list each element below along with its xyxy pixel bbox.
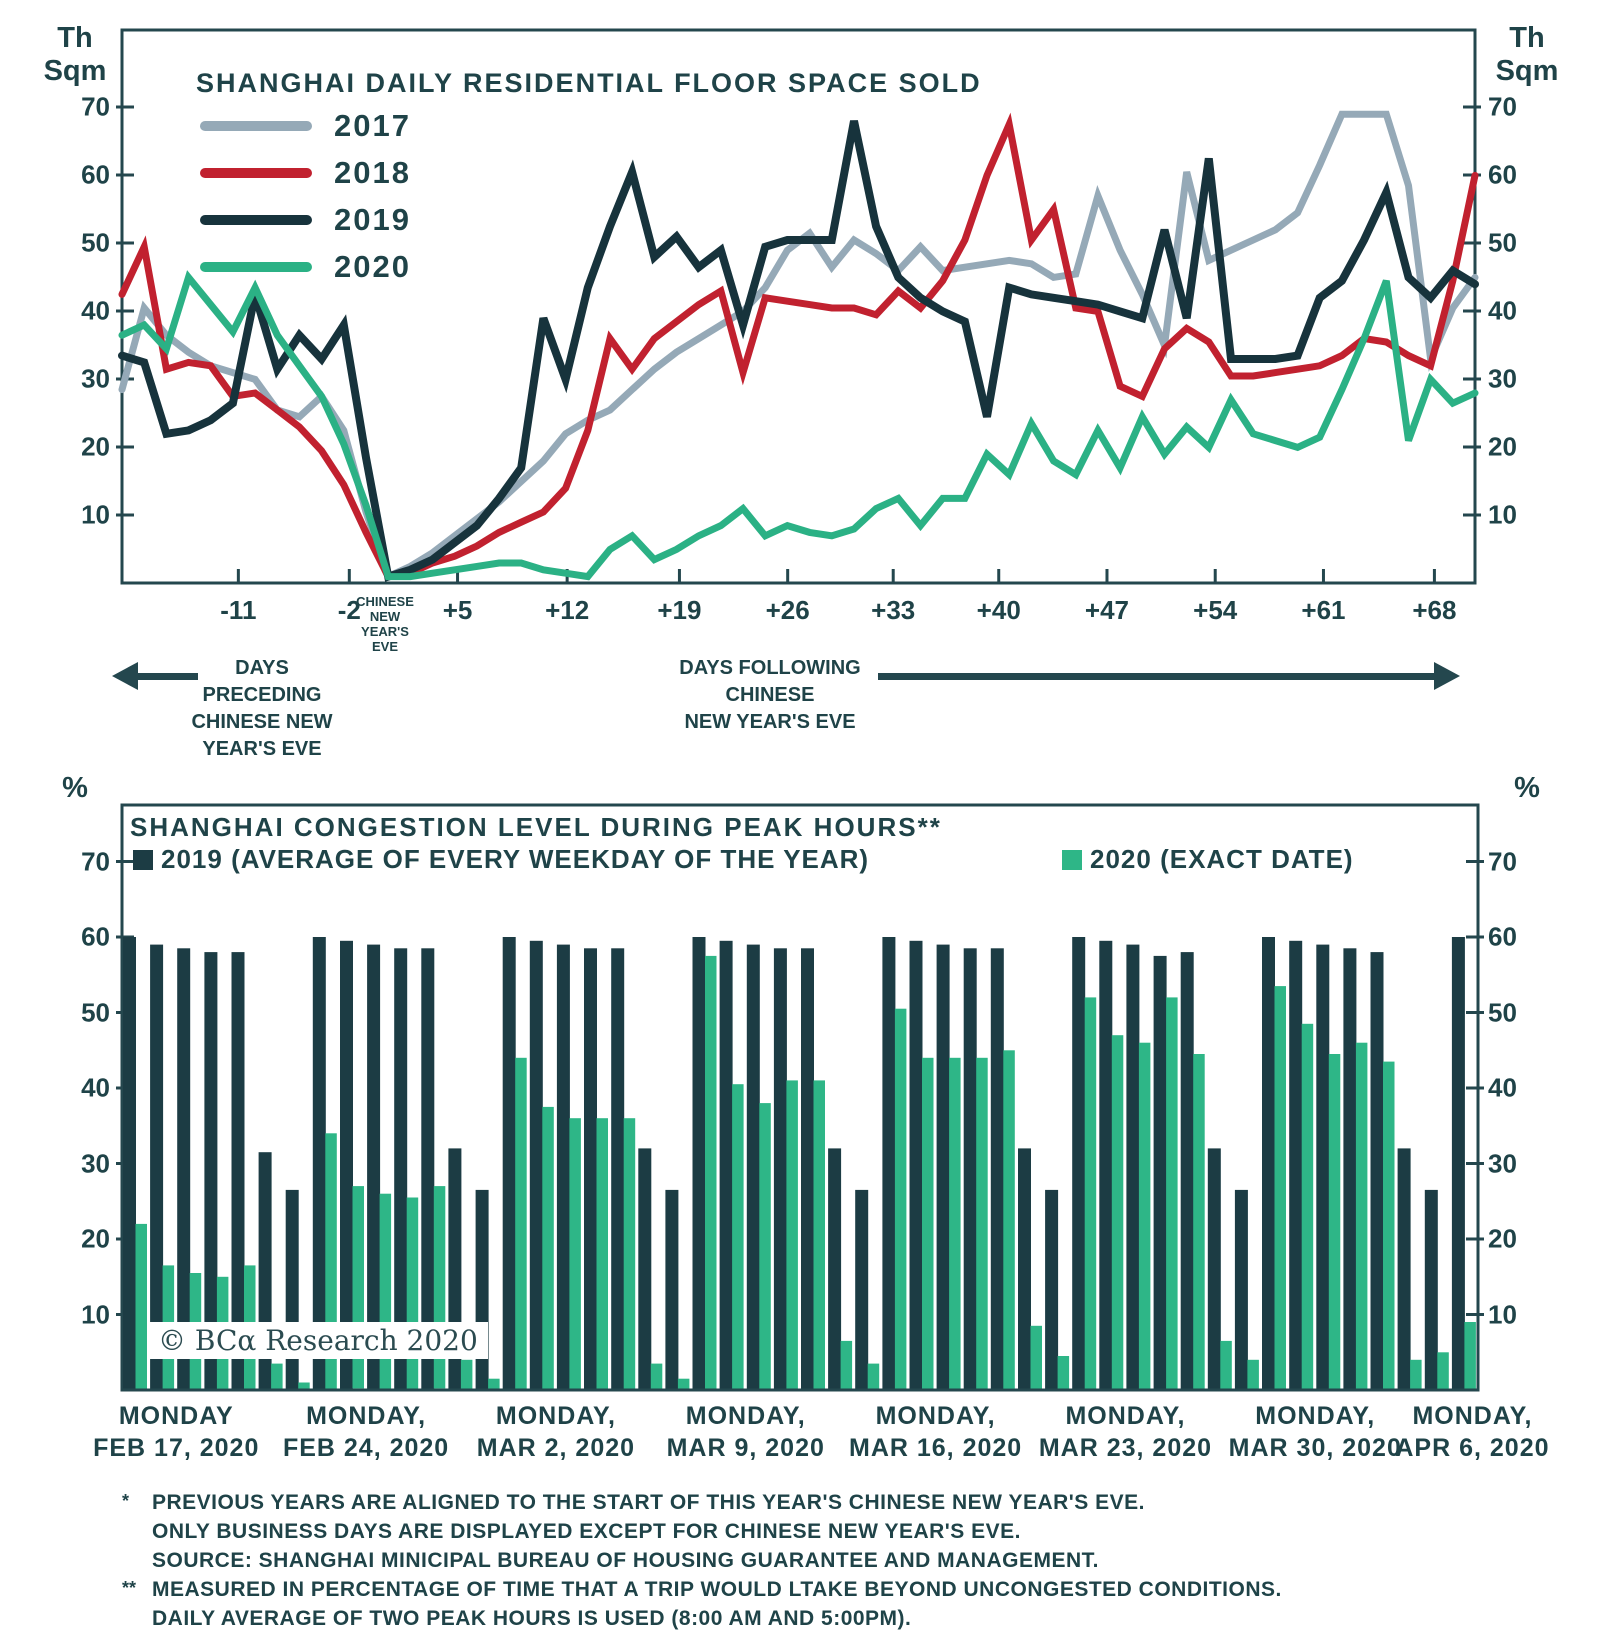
bar-2020 bbox=[922, 1058, 934, 1389]
week-date-label-0: FEB 17, 2020 bbox=[93, 1434, 260, 1462]
bar-2020 bbox=[976, 1058, 988, 1389]
left-arrow-line bbox=[136, 673, 198, 680]
bottom-unit-right: % bbox=[1514, 772, 1540, 804]
bar-2019 bbox=[1045, 1190, 1058, 1389]
residential-line-chart bbox=[0, 0, 1600, 660]
bottom-chart-title: SHANGHAI CONGESTION LEVEL DURING PEAK HOURS** bbox=[130, 812, 942, 842]
bar-2020 bbox=[814, 1080, 826, 1388]
bar-2020 bbox=[1085, 997, 1097, 1388]
bar-2020 bbox=[1275, 986, 1287, 1388]
bar-2019 bbox=[774, 948, 787, 1388]
top-y-label-left-30: 30 bbox=[81, 363, 110, 394]
bottom-y-label-left-70: 70 bbox=[81, 846, 110, 876]
bar-2019 bbox=[1126, 945, 1139, 1389]
footnote-text: DAILY AVERAGE OF TWO PEAK HOURS IS USED (8:00 AM AND 5:00PM). bbox=[152, 1607, 912, 1630]
bar-2019 bbox=[1072, 937, 1085, 1389]
legend-item-2020 bbox=[200, 249, 411, 285]
bar-2019 bbox=[1018, 1148, 1031, 1388]
top-y-label-right-20: 20 bbox=[1488, 431, 1517, 462]
bar-2019 bbox=[937, 945, 950, 1389]
bar-2020 bbox=[542, 1107, 554, 1389]
top-y-label-left-60: 60 bbox=[81, 159, 110, 190]
bar-2020 bbox=[1329, 1054, 1341, 1389]
right-arrow-icon bbox=[1434, 662, 1460, 690]
top-x-label-+5: +5 bbox=[442, 595, 473, 625]
footnotes-block bbox=[122, 1488, 1562, 1633]
bar-2020 bbox=[732, 1084, 744, 1388]
bar-2019 bbox=[1452, 937, 1465, 1389]
bar-2020 bbox=[1031, 1326, 1043, 1389]
bar-2019 bbox=[855, 1190, 868, 1389]
top-x-label-+40: +40 bbox=[976, 595, 1021, 625]
bottom-y-label-left-30: 30 bbox=[81, 1148, 110, 1178]
bar-2019 bbox=[1316, 945, 1329, 1389]
bar-2020 bbox=[488, 1379, 500, 1389]
bar-2019 bbox=[1371, 952, 1384, 1388]
top-x-label-+26: +26 bbox=[765, 595, 810, 625]
top-y-label-left-70: 70 bbox=[81, 91, 110, 122]
week-day-label-0: MONDAY bbox=[118, 1402, 234, 1430]
bar-2019 bbox=[882, 937, 895, 1389]
bottom-y-label-left-20: 20 bbox=[81, 1223, 110, 1254]
bottom-y-label-left-50: 50 bbox=[81, 997, 110, 1027]
bar-2019 bbox=[530, 941, 543, 1389]
bar-2019 bbox=[313, 937, 326, 1389]
bottom-y-label-right-10: 10 bbox=[1488, 1299, 1517, 1329]
bottom-y-label-right-20: 20 bbox=[1488, 1223, 1517, 1254]
bottom-y-label-right-70: 70 bbox=[1488, 846, 1517, 876]
week-date-label-6: MAR 30, 2020 bbox=[1228, 1434, 1402, 1462]
bar-2020 bbox=[1003, 1050, 1015, 1388]
bar-2020 bbox=[461, 1360, 473, 1389]
bar-2019 bbox=[611, 948, 624, 1388]
bottom-y-label-right-50: 50 bbox=[1488, 997, 1517, 1027]
bar-2020 bbox=[1410, 1360, 1422, 1389]
top-x-label-+12: +12 bbox=[545, 595, 590, 625]
week-date-label-1: FEB 24, 2020 bbox=[282, 1434, 450, 1462]
bar-2020 bbox=[298, 1383, 310, 1389]
bar-2019 bbox=[1208, 1148, 1221, 1388]
week-day-label-5: MONDAY, bbox=[1065, 1402, 1186, 1430]
top-y-label-right-30: 30 bbox=[1488, 363, 1517, 394]
bottom-y-label-right-40: 40 bbox=[1488, 1072, 1517, 1103]
top-x-label-+61: +61 bbox=[1301, 595, 1346, 625]
top-x-label-+33: +33 bbox=[871, 595, 916, 625]
footnote-marker bbox=[122, 1546, 152, 1549]
footnote-text: MEASURED IN PERCENTAGE OF TIME THAT A TRIP WOULD LTAKE BEYOND UNCONGESTED CONDITIONS. bbox=[152, 1578, 1282, 1601]
week-day-label-2: MONDAY, bbox=[495, 1402, 616, 1430]
bar-2019 bbox=[1343, 948, 1356, 1388]
bar-2020 bbox=[786, 1080, 798, 1388]
legend-item-2017 bbox=[200, 108, 411, 144]
bar-2019 bbox=[747, 945, 760, 1389]
bottom-y-label-right-30: 30 bbox=[1488, 1148, 1517, 1178]
bar-2020 bbox=[1437, 1352, 1449, 1388]
bar-2020 bbox=[1193, 1054, 1205, 1389]
bottom-y-label-right-60: 60 bbox=[1488, 921, 1517, 952]
bar-2020 bbox=[678, 1379, 690, 1389]
top-y-label-left-10: 10 bbox=[81, 499, 110, 530]
legend-line-2019-swatch bbox=[200, 215, 312, 225]
top-y-label-right-60: 60 bbox=[1488, 159, 1517, 190]
top-chart-title: SHANGHAI DAILY RESIDENTIAL FLOOR SPACE SOLD bbox=[196, 68, 982, 98]
top-y-label-left-40: 40 bbox=[81, 295, 110, 326]
days-following-annotation: DAYS FOLLOWING CHINESE NEW YEAR'S EVE bbox=[679, 657, 861, 733]
footnote-text: ONLY BUSINESS DAYS ARE DISPLAYED EXCEPT FOR CHINESE NEW YEAR'S EVE. bbox=[152, 1520, 1021, 1543]
bar-2019 bbox=[801, 948, 814, 1388]
week-day-label-3: MONDAY, bbox=[685, 1402, 806, 1430]
legend-item-2019 bbox=[200, 202, 411, 238]
bar-2019 bbox=[1235, 1190, 1248, 1389]
footnote-row-2 bbox=[122, 1546, 1562, 1575]
bar-2019 bbox=[964, 948, 977, 1388]
top-x-label-+47: +47 bbox=[1084, 595, 1130, 625]
bar-2020 bbox=[271, 1364, 283, 1389]
bar-2020 bbox=[624, 1118, 636, 1388]
bottom-y-label-left-40: 40 bbox=[81, 1072, 110, 1103]
bar-2020 bbox=[1302, 1024, 1314, 1389]
bar-2020 bbox=[651, 1364, 663, 1389]
top-unit-left: Th Sqm bbox=[43, 22, 107, 87]
left-arrow-icon bbox=[112, 662, 138, 690]
bar-2019 bbox=[910, 941, 923, 1389]
bar-2019 bbox=[503, 937, 516, 1389]
bar-2020 bbox=[949, 1058, 961, 1389]
days-preceding-annotation: DAYS PRECEDING CHINESE NEW YEAR'S EVE bbox=[191, 657, 333, 760]
bar-2019 bbox=[584, 948, 597, 1388]
bar-2020 bbox=[380, 1194, 392, 1389]
bar-2020 bbox=[895, 1009, 907, 1389]
bar-2019 bbox=[665, 1190, 678, 1389]
bar-2020 bbox=[1166, 997, 1178, 1388]
bar-2020 bbox=[868, 1364, 880, 1389]
legend-line-2017-swatch bbox=[200, 121, 312, 131]
right-arrow-line bbox=[878, 673, 1434, 680]
bar-2019 bbox=[828, 1148, 841, 1388]
week-date-label-5: MAR 23, 2020 bbox=[1038, 1434, 1213, 1462]
bar-legend-2019-label: 2019 (AVERAGE OF EVERY WEEKDAY OF THE YEAR) bbox=[161, 844, 870, 874]
bar-2019 bbox=[1289, 941, 1302, 1389]
legend-label-2017: 2017 bbox=[334, 108, 411, 143]
bar-2020 bbox=[515, 1058, 527, 1389]
bar-2020 bbox=[1112, 1035, 1124, 1388]
week-date-label-7: APR 6, 2020 bbox=[1395, 1434, 1550, 1462]
bottom-y-label-left-10: 10 bbox=[81, 1299, 110, 1329]
bar-2019 bbox=[123, 937, 136, 1389]
bar-2020 bbox=[1356, 1043, 1368, 1389]
footnote-row-4 bbox=[122, 1604, 1562, 1633]
bar-2019 bbox=[638, 1148, 651, 1388]
week-day-label-1: MONDAY, bbox=[306, 1402, 427, 1430]
bar-2020 bbox=[705, 956, 717, 1389]
bar-2020 bbox=[1247, 1360, 1259, 1389]
bar-2019 bbox=[720, 941, 733, 1389]
week-day-label-7: MONDAY, bbox=[1412, 1402, 1533, 1430]
bar-2020 bbox=[569, 1118, 581, 1388]
bar-2020 bbox=[1383, 1062, 1395, 1389]
footnote-text: PREVIOUS YEARS ARE ALIGNED TO THE START OF THIS YEAR'S CHINESE NEW YEAR'S EVE. bbox=[152, 1491, 1145, 1514]
bar-2019 bbox=[557, 945, 570, 1389]
week-day-label-4: MONDAY, bbox=[875, 1402, 996, 1430]
bar-2019 bbox=[1262, 937, 1275, 1389]
copyright-watermark: © BCα Research 2020 bbox=[148, 1322, 488, 1359]
bar-2019 bbox=[1099, 941, 1112, 1389]
top-y-label-left-20: 20 bbox=[81, 431, 110, 462]
top-y-label-left-50: 50 bbox=[81, 227, 110, 258]
bottom-unit-left: % bbox=[62, 772, 88, 804]
line-series-2020 bbox=[122, 277, 1475, 576]
week-date-label-4: MAR 16, 2020 bbox=[848, 1434, 1023, 1462]
bar-2020 bbox=[407, 1198, 419, 1389]
legend-line-2018-swatch bbox=[200, 168, 312, 178]
bar-2020 bbox=[759, 1103, 771, 1388]
top-y-label-right-10: 10 bbox=[1488, 499, 1517, 530]
bar-2019 bbox=[1181, 952, 1194, 1388]
bar-2020 bbox=[1058, 1356, 1070, 1389]
top-x-label--11: -11 bbox=[220, 595, 257, 625]
bar-2019 bbox=[1425, 1190, 1438, 1389]
bar-2019 bbox=[991, 948, 1004, 1388]
bar-2020 bbox=[841, 1341, 853, 1389]
week-day-label-6: MONDAY, bbox=[1255, 1402, 1376, 1430]
top-y-label-right-50: 50 bbox=[1488, 227, 1517, 258]
footnote-marker: ** bbox=[122, 1578, 137, 1598]
footnote-row-0 bbox=[122, 1488, 1562, 1517]
legend-line-2020-swatch bbox=[200, 262, 312, 272]
top-x-label-+19: +19 bbox=[657, 595, 702, 625]
bar-legend-2020-label: 2020 (EXACT DATE) bbox=[1090, 844, 1354, 874]
top-y-label-right-70: 70 bbox=[1488, 91, 1517, 122]
bar-2019 bbox=[1398, 1148, 1411, 1388]
bar-2019 bbox=[1154, 956, 1167, 1389]
bar-2020 bbox=[1139, 1043, 1151, 1389]
footnote-row-1 bbox=[122, 1517, 1562, 1546]
footnote-text: SOURCE: SHANGHAI MINICIPAL BUREAU OF HOUSING GUARANTEE AND MANAGEMENT. bbox=[152, 1549, 1099, 1572]
bar-legend-item-2020 bbox=[1062, 844, 1354, 875]
week-date-label-2: MAR 2, 2020 bbox=[476, 1434, 636, 1462]
top-y-label-right-40: 40 bbox=[1488, 295, 1517, 326]
legend-label-2018: 2018 bbox=[334, 155, 411, 190]
bar-legend-2019-swatch bbox=[133, 850, 153, 870]
top-x-label-+54: +54 bbox=[1193, 595, 1238, 625]
legend-label-2019: 2019 bbox=[334, 202, 411, 237]
top-x-label-+68: +68 bbox=[1412, 595, 1457, 625]
bar-2020 bbox=[1220, 1341, 1232, 1389]
footnote-marker: * bbox=[122, 1491, 130, 1511]
bar-2020 bbox=[597, 1118, 609, 1388]
bar-2020 bbox=[1464, 1322, 1476, 1389]
bar-2019 bbox=[693, 937, 706, 1389]
legend-item-2018 bbox=[200, 155, 411, 191]
top-unit-right: Th Sqm bbox=[1495, 22, 1559, 87]
chinese-new-years-eve-label: CHINESE NEW YEAR'S EVE bbox=[356, 594, 414, 654]
legend-label-2020: 2020 bbox=[334, 249, 411, 284]
bar-legend-2020-swatch bbox=[1062, 850, 1082, 870]
week-date-label-3: MAR 9, 2020 bbox=[666, 1434, 825, 1462]
footnote-marker bbox=[122, 1604, 152, 1607]
bar-2020 bbox=[136, 1224, 148, 1389]
bottom-y-label-left-60: 60 bbox=[81, 921, 110, 952]
footnote-marker bbox=[122, 1517, 152, 1520]
bar-legend-item-2019 bbox=[133, 844, 869, 875]
top-x-label--2: -2 bbox=[337, 595, 361, 625]
